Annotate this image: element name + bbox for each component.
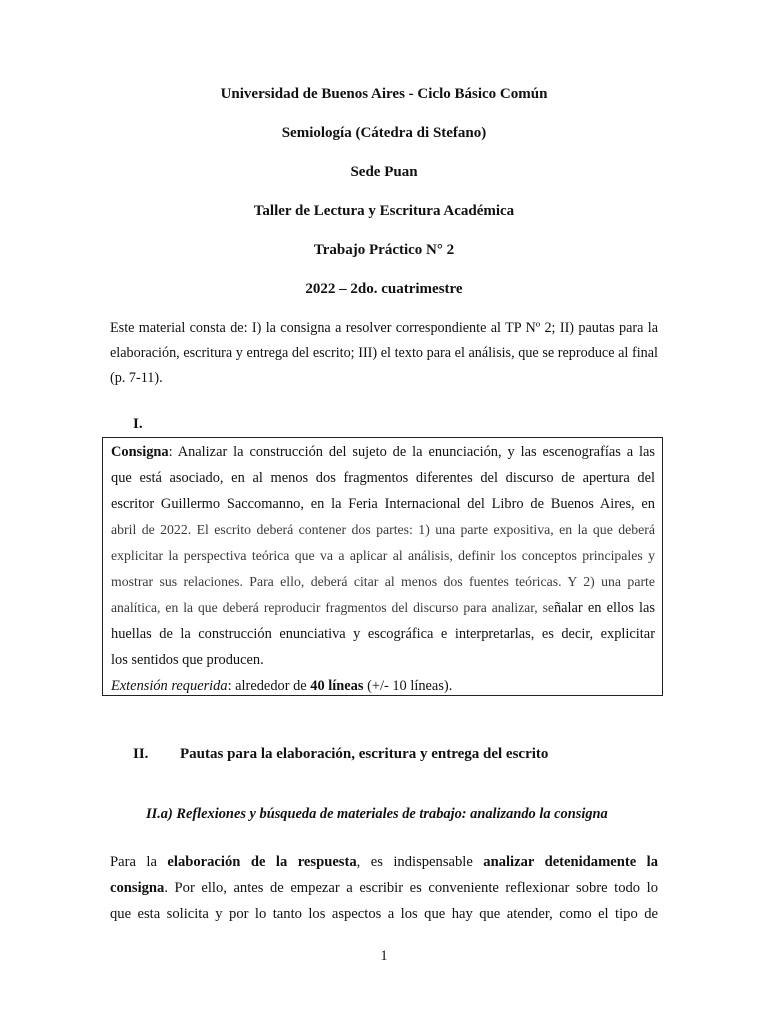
term-title: 2022 – 2do. cuatrimestre [305, 281, 463, 297]
consigna-line: explicitar la perspectiva teórica que va a aplicar al análisis, definir los conceptos principales y [111, 548, 655, 563]
consigna-line: abril de 2022. El escrito deberá contener dos partes: 1) una parte expositiva, en la que deberá [111, 522, 655, 537]
consigna-line: escritor Guillermo Saccomanno, en la Feria Internacional del Libro de Buenos Aires, en [111, 496, 655, 512]
subsection-heading: II.a) Reflexiones y búsqueda de materiales de trabajo: analizando la consigna [146, 806, 608, 822]
university-title: Universidad de Buenos Aires - Ciclo Básico Común [220, 86, 548, 102]
assignment-title: Trabajo Práctico N° 2 [313, 242, 455, 258]
section-2-heading [133, 742, 548, 767]
body-paragraph [110, 849, 658, 927]
paragraph-line: consigna. Por ello, antes de empezar a escribir es conveniente reflexionar sobre todo lo [110, 880, 658, 896]
consigna-line: los sentidos que producen. [111, 652, 264, 668]
extension-line: Extensión requerida: alrededor de 40 líneas (+/- 10 líneas). [111, 678, 453, 694]
course-title: Semiología (Cátedra di Stefano) [281, 125, 487, 141]
section-2-number: II. [133, 746, 149, 762]
extension-label: Extensión requerida [111, 678, 228, 694]
consigna-line: Consigna: Analizar la construcción del sujeto de la enunciación, y las escenografías a las [111, 444, 655, 460]
consigna-label: Consigna [111, 444, 169, 460]
consigna-box [102, 437, 663, 696]
workshop-title: Taller de Lectura y Escritura Académica [253, 203, 515, 219]
consigna-line: analítica, en la que deberá reproducir fragmentos del discurso para analizar, señalar en ellos las [111, 600, 655, 616]
paragraph-line: Para la elaboración de la respuesta, es indispensable analizar detenidamente la [110, 854, 658, 870]
page-number: 1 [380, 948, 388, 964]
consigna-line: huellas de la construcción enunciativa y escográfica e interpretarlas, es decir, explicitar [111, 626, 655, 642]
intro-paragraph: Este material consta de: I) la consigna a resolver correspondiente al TP Nº 2; II) pautas para la elaboración, escritura y entrega del escrito; III) el texto para el análisis, que se reproduce al final (p. 7-11). [110, 320, 658, 386]
paragraph-line: que esta solicita y por lo tanto los aspectos a los que hay que atender, como el tipo de [110, 906, 658, 922]
section-2-title: Pautas para la elaboración, escritura y entrega del escrito [180, 746, 549, 762]
section-1-label: I. [133, 416, 143, 432]
document-header [0, 82, 768, 316]
consigna-line: mostrar sus relaciones. Para ello, deberá citar al menos dos fuentes teóricas. Y 2) una parte [111, 574, 655, 589]
extension-value: 40 líneas [310, 678, 364, 694]
campus-title: Sede Puan [350, 164, 418, 180]
consigna-line: que está asociado, en al menos dos fragmentos diferentes del discurso de apertura del [111, 470, 655, 486]
